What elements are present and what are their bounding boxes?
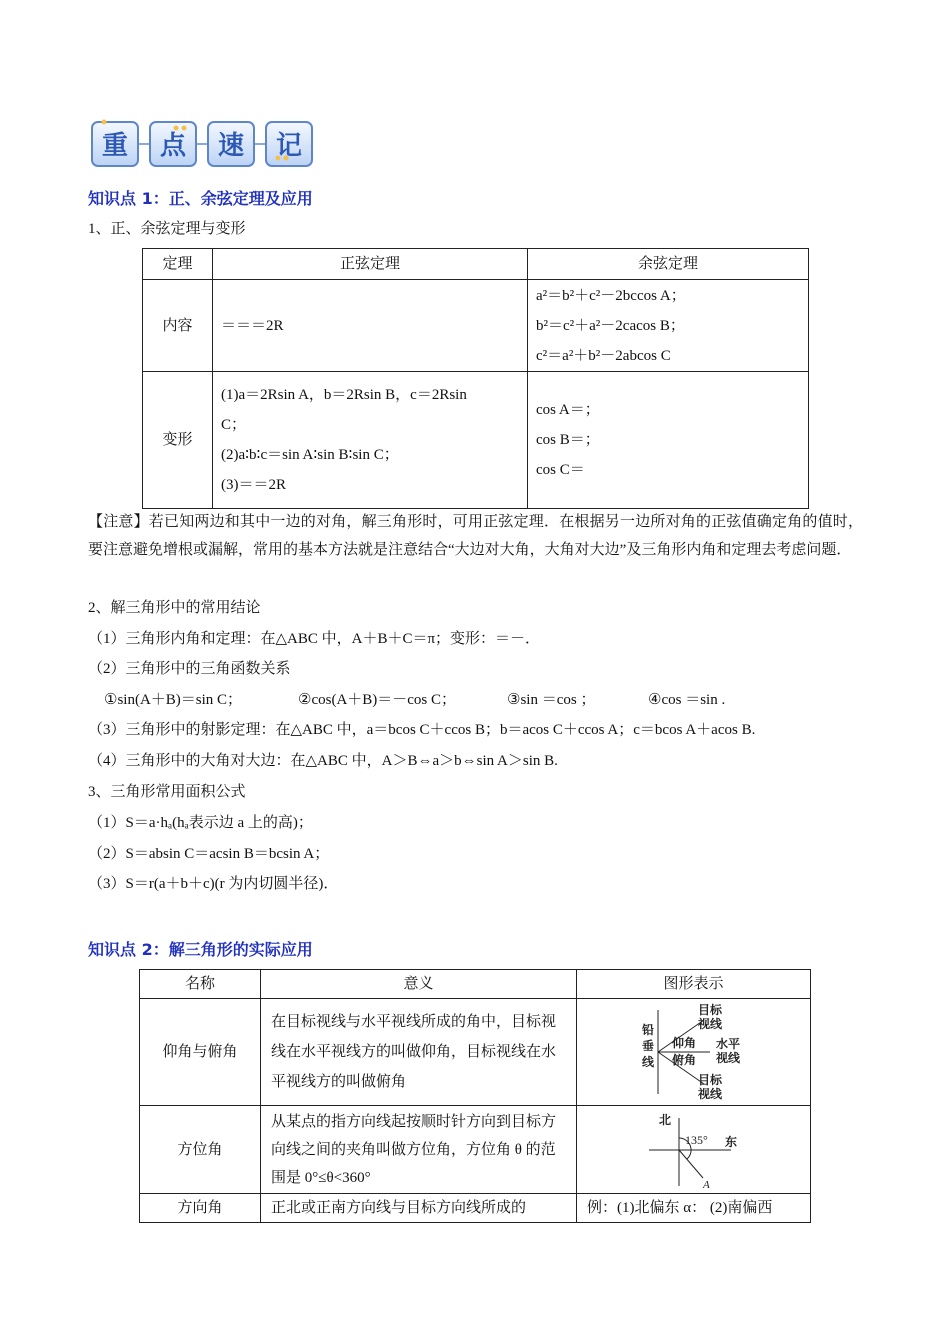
label-vertical-1: 铅 <box>641 1023 654 1037</box>
row-elevation-figure <box>577 999 811 1106</box>
label-east: 东 <box>724 1134 737 1149</box>
cos-variant-c: cos C＝ <box>536 462 585 478</box>
cos-law-a: a²＝b²＋c²－2bccos A； <box>536 287 686 304</box>
th-theorem: 定理 <box>143 249 213 280</box>
conclusion-2: （2）三角形中的三角函数关系 <box>88 661 291 677</box>
banner-char-1: 重 <box>101 131 129 161</box>
th-name: 名称 <box>140 970 261 999</box>
row-azimuth-figure <box>577 1106 811 1194</box>
application-table <box>139 969 811 1223</box>
kp2-title: 知识点 2：解三角形的实际应用 <box>88 940 313 959</box>
row-azimuth-name: 方位角 <box>140 1106 261 1194</box>
conclusion-3: （3）三角形中的射影定理：在△ABC 中，a＝bcos C＋ccos B；b＝acos C＋ccos A；c＝bcos A＋acos B. <box>88 722 756 738</box>
row-elevation-name: 仰角与俯角 <box>140 999 261 1106</box>
label-point-a: A <box>702 1178 710 1190</box>
label-horizontal-2: 视线 <box>715 1051 740 1065</box>
banner-char-3: 速 <box>217 131 245 161</box>
label-horizontal-1: 水平 <box>715 1037 740 1051</box>
th-figure: 图形表示 <box>577 970 811 999</box>
row-variant-label: 变形 <box>143 372 213 509</box>
note-paragraph: 【注意】若已知两边和其中一边的对角，解三角形时，可用正弦定理．在根据另一边所对角的正弦值确定角的值时，要注意避免增根或漏解，常用的基本方法就是注意结合“大边对大角，大角对大边”及三角形内角和定理去考虑问题． <box>88 514 863 558</box>
label-target-bottom-1: 目标 <box>697 1073 722 1087</box>
label-depression: 俯角 <box>671 1053 696 1067</box>
sine-variant-1: (1)a＝2Rsin A，b＝2Rsin B，c＝2Rsin <box>221 387 467 403</box>
cosine-law-variants <box>528 372 809 509</box>
area-formula-2: （2）S＝absin C＝acsin B＝bcsin A； <box>88 846 330 862</box>
label-elevation: 仰角 <box>671 1036 696 1050</box>
row-direction-meaning: 正北或正南方向线与目标方向线所成的 <box>261 1194 577 1223</box>
cos-law-c: c²＝a²＋b²－2abcos C <box>536 347 671 364</box>
trig-item-3: ③sin ＝cos ； <box>507 692 596 708</box>
th-cosine-law: 余弦定理 <box>528 249 809 280</box>
area-formula-3: （3）S＝r(a＋b＋c)(r 为内切圆半径)． <box>88 876 339 892</box>
laws-table <box>142 248 809 509</box>
cos-law-b: b²＝c²＋a²－2cacos B； <box>536 317 685 334</box>
sine-law-variants <box>213 372 528 509</box>
conclusion-4: （4）三角形中的大角对大边：在△ABC 中，A＞B⇔a＞b⇔sin A＞sin B. <box>88 753 558 769</box>
trig-item-1: ①sin(A＋B)＝sin C； <box>104 692 243 708</box>
banner-char-2: 点 <box>159 131 187 161</box>
label-135: 135° <box>684 1132 708 1147</box>
cos-variant-a: cos A＝； <box>536 402 600 418</box>
row-direction-name: 方向角 <box>140 1194 261 1223</box>
label-north: 北 <box>658 1112 671 1127</box>
azimuth-diagram <box>639 1110 749 1190</box>
label-vertical-3: 线 <box>641 1055 654 1069</box>
trig-item-2: ②cos(A＋B)＝－cos C； <box>298 692 457 708</box>
kp1-section-1: 1、正、余弦定理与变形 <box>88 221 246 237</box>
key-points-banner <box>90 118 320 170</box>
sine-variant-2: (2)a∶b∶c＝sin A∶sin B∶sin C； <box>221 447 399 463</box>
kp1-title: 知识点 1：正、余弦定理及应用 <box>88 189 313 208</box>
row-content-label: 内容 <box>143 280 213 372</box>
kp1-section-3: 3、三角形常用面积公式 <box>88 784 246 800</box>
conclusion-1: （1）三角形内角和定理：在△ABC 中，A＋B＋C＝π；变形：＝－． <box>88 631 541 647</box>
label-target-top-2: 视线 <box>697 1017 722 1031</box>
label-target-bottom-2: 视线 <box>697 1087 722 1101</box>
row-elevation-meaning: 在目标视线与水平视线所成的角中，目标视线在水平视线方的叫做仰角，目标视线在水平视线方的叫做俯角 <box>261 999 577 1106</box>
th-sine-law: 正弦定理 <box>213 249 528 280</box>
cos-variant-b: cos B＝； <box>536 432 600 448</box>
kp1-section-2: 2、解三角形中的常用结论 <box>88 600 261 616</box>
label-target-top-1: 目标 <box>697 1003 722 1017</box>
row-direction-figure: 例：(1)北偏东 α： (2)南偏西 <box>577 1194 811 1223</box>
banner-char-4: 记 <box>275 131 303 161</box>
elevation-depression-diagram <box>634 1002 754 1102</box>
sine-law-content: ＝＝＝2R <box>213 280 528 372</box>
row-azimuth-meaning: 从某点的指方向线起按顺时针方向到目标方向线之间的夹角叫做方位角，方位角 θ 的范围是 0°≤θ<360° <box>261 1106 577 1194</box>
th-meaning: 意义 <box>261 970 577 999</box>
trig-item-4: ④cos ＝sin . <box>648 692 726 708</box>
label-vertical-2: 垂 <box>641 1039 654 1053</box>
sine-variant-1b: C； <box>221 417 247 433</box>
area-formula-1: （1）S＝a·hₐ(hₐ表示边 a 上的高)； <box>88 815 313 831</box>
sine-variant-3: (3)＝＝2R <box>221 477 286 493</box>
cosine-law-content <box>528 280 809 372</box>
